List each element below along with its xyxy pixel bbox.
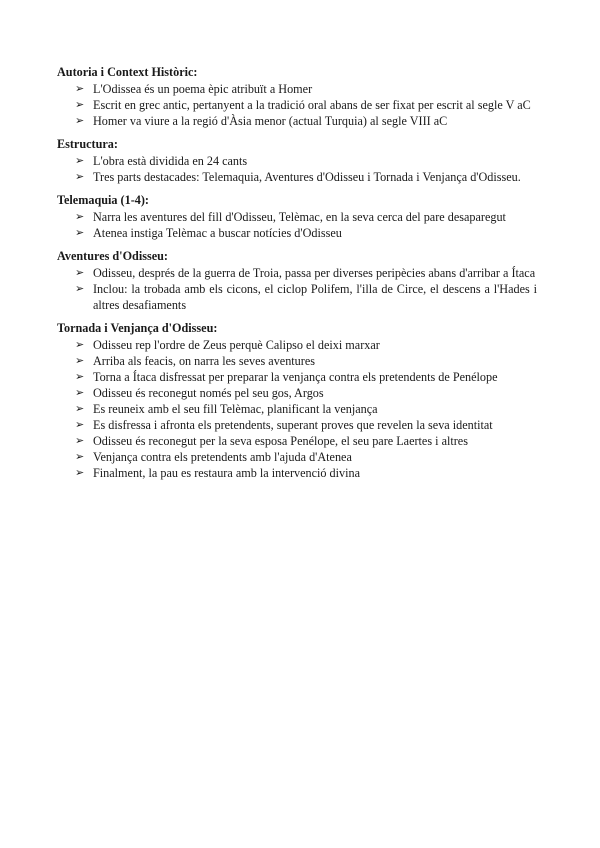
list-item-text: Tres parts destacades: Telemaquia, Aventures d'Odisseu i Tornada i Venjança d'Odisseu. — [93, 170, 521, 184]
bullet-list — [57, 265, 537, 313]
list-item-text: Odisseu és reconegut només pel seu gos, Argos — [93, 386, 324, 400]
section-tornada — [57, 320, 537, 481]
section-telemaquia — [57, 192, 537, 241]
section-autoria — [57, 64, 537, 129]
arrow-bullet-icon: ➢ — [75, 170, 85, 183]
list-item-text: L'obra està dividida en 24 cants — [93, 154, 248, 168]
list-item — [57, 417, 537, 433]
list-item-text: Atenea instiga Telèmac a buscar notícies d'Odisseu — [93, 226, 342, 240]
list-item — [57, 97, 537, 113]
list-item — [57, 265, 537, 281]
list-item-text: Odisseu rep l'ordre de Zeus perquè Calipso el deixi marxar — [93, 338, 380, 352]
list-item — [57, 113, 537, 129]
arrow-bullet-icon: ➢ — [75, 98, 85, 111]
list-item-text: Arriba als feacis, on narra les seves aventures — [93, 354, 315, 368]
arrow-bullet-icon: ➢ — [75, 386, 85, 399]
list-item-text: Odisseu és reconegut per la seva esposa Penélope, el seu pare Laertes i altres — [93, 434, 468, 448]
arrow-bullet-icon: ➢ — [75, 434, 85, 447]
list-item-text: Es reuneix amb el seu fill Telèmac, planificant la venjança — [93, 402, 378, 416]
bullet-list — [57, 81, 537, 129]
document-page — [57, 64, 537, 488]
list-item-text: Escrit en grec antic, pertanyent a la tradició oral abans de ser fixat per escrit al segle V aC — [93, 98, 531, 112]
list-item-text: Es disfressa i afronta els pretendents, superant proves que revelen la seva identitat — [93, 418, 493, 432]
list-item-text: Homer va viure a la regió d'Àsia menor (actual Turquia) al segle VIII aC — [93, 114, 448, 128]
bullet-list — [57, 153, 537, 185]
list-item — [57, 337, 537, 353]
list-item — [57, 281, 537, 313]
list-item — [57, 169, 537, 185]
section-title: Estructura: — [57, 137, 118, 151]
list-item — [57, 465, 537, 481]
arrow-bullet-icon: ➢ — [75, 370, 85, 383]
arrow-bullet-icon: ➢ — [75, 354, 85, 367]
list-item-text: Narra les aventures del fill d'Odisseu, Telèmac, en la seva cerca del pare desaparegut — [93, 210, 506, 224]
arrow-bullet-icon: ➢ — [75, 402, 85, 415]
list-item — [57, 401, 537, 417]
list-item — [57, 433, 537, 449]
arrow-bullet-icon: ➢ — [75, 266, 85, 279]
arrow-bullet-icon: ➢ — [75, 282, 85, 295]
arrow-bullet-icon: ➢ — [75, 154, 85, 167]
section-title: Aventures d'Odisseu: — [57, 249, 168, 263]
section-estructura — [57, 136, 537, 185]
list-item — [57, 385, 537, 401]
arrow-bullet-icon: ➢ — [75, 226, 85, 239]
arrow-bullet-icon: ➢ — [75, 338, 85, 351]
section-aventures — [57, 248, 537, 313]
bullet-list — [57, 209, 537, 241]
bullet-list — [57, 337, 537, 481]
list-item-text: L'Odissea és un poema èpic atribuït a Homer — [93, 82, 313, 96]
list-item-text: Inclou: la trobada amb els cicons, el ciclop Polifem, l'illa de Circe, el descens a l'Hades i altres desafiaments — [93, 282, 537, 312]
section-title: Tornada i Venjança d'Odisseu: — [57, 321, 218, 335]
section-title: Telemaquia (1-4): — [57, 193, 149, 207]
list-item — [57, 153, 537, 169]
list-item-text: Torna a Ítaca disfressat per preparar la venjança contra els pretendents de Penélope — [93, 370, 498, 384]
list-item-text: Finalment, la pau es restaura amb la intervenció divina — [93, 466, 361, 480]
arrow-bullet-icon: ➢ — [75, 82, 85, 95]
arrow-bullet-icon: ➢ — [75, 450, 85, 463]
arrow-bullet-icon: ➢ — [75, 466, 85, 479]
section-title: Autoria i Context Històric: — [57, 65, 198, 79]
arrow-bullet-icon: ➢ — [75, 210, 85, 223]
list-item — [57, 353, 537, 369]
list-item — [57, 449, 537, 465]
arrow-bullet-icon: ➢ — [75, 114, 85, 127]
list-item — [57, 369, 537, 385]
list-item — [57, 225, 537, 241]
list-item — [57, 209, 537, 225]
list-item-text: Odisseu, després de la guerra de Troia, passa per diverses peripècies abans d'arribar a Ítaca — [93, 266, 536, 280]
arrow-bullet-icon: ➢ — [75, 418, 85, 431]
list-item-text: Venjança contra els pretendents amb l'ajuda d'Atenea — [93, 450, 352, 464]
list-item — [57, 81, 537, 97]
